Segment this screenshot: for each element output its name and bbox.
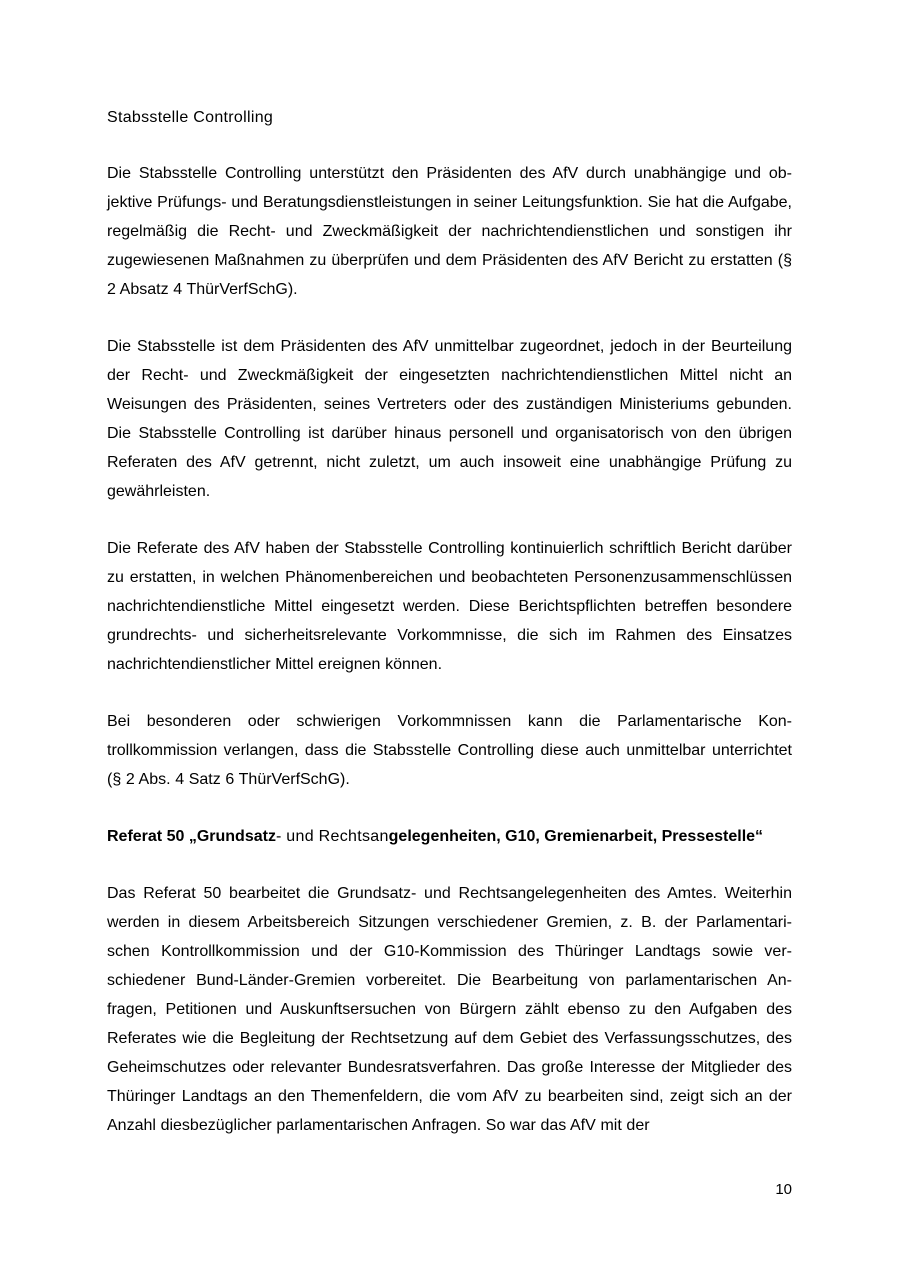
- paragraph-controlling-3: Die Referate des AfV haben der Stabsstelle Controlling kontinuierlich schriftlich Bericht darüber zu erstatten, in welchen Phänomenbereichen und beobachteten Personenzusammenschlüssen nachrichtendienstliche Mittel eingesetzt werden. Diese Berichtspflichten betreffen besondere grundrechts- und sicherheitsrelevante Vorkommnisse, die sich im Rahmen des Einsatzes nachrichtendienstlicher Mittel ereignen können.: [107, 540, 792, 673]
- heading-part-bold-1: Referat 50 „Grundsatz: [107, 828, 276, 845]
- page-content: [107, 103, 792, 1168]
- paragraph-referat-50: Das Referat 50 bearbeitet die Grundsatz- und Rechtsangelegenheiten des Amtes. Weiterhin werden in diesem Arbeitsbereich Sitzungen verschiedener Gremien, z. B. der Parlamentarischen Kontrollkommission und der G10-Kommission des Thüringer Landtags sowie verschiedener Bund-Länder-Gremien vorbereitet. Die Bearbeitung von parlamentarischen Anfragen, Petitionen und Auskunftsersuchen von Bürgern zählt ebenso zu den Aufgaben des Referates wie die Begleitung der Rechtsetzung auf dem Gebiet des Verfassungsschutzes, des Geheimschutzes oder relevanter Bundesratsverfahren. Das große Interesse der Mitglieder des Thüringer Landtags an den Themenfeldern, die vom AfV zu bearbeiten sind, zeigt sich an der Anzahl diesbezüglicher parlamentarischen Anfragen. So war das AfV mit der: [107, 885, 792, 1134]
- section-heading-referat-50: [107, 822, 792, 851]
- page-number: 10: [775, 1181, 792, 1198]
- paragraph-controlling-2: Die Stabsstelle ist dem Präsidenten des AfV unmittelbar zugeordnet, jedoch in der Beurteilung der Recht- und Zweckmäßigkeit der eingesetzten nachrichtendienstlichen Mittel nicht an Weisungen des Präsidenten, seines Vertreters oder des zuständigen Ministeriums gebunden. Die Stabsstelle Controlling ist darüber hinaus personell und organisatorisch von den übrigen Referaten des AfV getrennt, nicht zuletzt, um auch insoweit eine unabhängige Prüfung zu gewährleisten.: [107, 338, 792, 500]
- paragraph-controlling-1: Die Stabsstelle Controlling unterstützt den Präsidenten des AfV durch unabhängige und objektive Prüfungs- und Beratungsdienstleistungen in seiner Leitungsfunktion. Sie hat die Aufgabe, regelmäßig die Recht- und Zweckmäßigkeit der nachrichtendienstlichen und sonstigen ihr zugewiesenen Maßnahmen zu überprüfen und dem Präsidenten des AfV Bericht zu erstatten (§ 2 Absatz 4 ThürVerfSchG).: [107, 165, 792, 298]
- section-heading-controlling: Stabsstelle Controlling: [107, 109, 274, 126]
- heading-part-regular: - und Rechtsan: [275, 828, 389, 845]
- paragraph-controlling-4: Bei besonderen oder schwierigen Vorkommnissen kann die Parlamentarische Kontrollkommission verlangen, dass die Stabsstelle Controlling diese auch unmittelbar unterrichtet (§ 2 Abs. 4 Satz 6 ThürVerfSchG).: [107, 713, 792, 788]
- heading-part-bold-2: gelegenheiten, G10, Gremienarbeit, Pressestelle“: [388, 828, 764, 845]
